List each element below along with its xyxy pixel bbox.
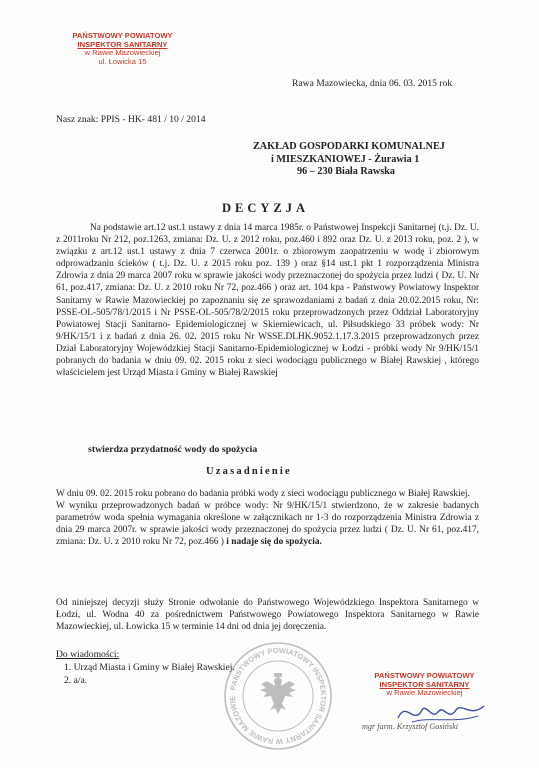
official-seal — [222, 640, 334, 752]
justification-p2 — [56, 500, 479, 548]
distribution-item-2: 2. a/a. — [64, 675, 88, 686]
reference-number: Nasz znak: PPIS - HK- 481 / 10 / 2014 — [56, 114, 206, 125]
addressee-block — [253, 141, 445, 179]
appeal-paragraph — [56, 597, 479, 633]
distribution-label: Do wiadomości: — [56, 649, 120, 660]
header-stamp-line2: INSPEKTOR SANITARNY — [77, 39, 168, 49]
justification-p2-conclusion: i nadaje się do spożycia. — [223, 537, 322, 548]
distribution-block — [56, 648, 235, 687]
basis-text: Na podstawie art.12 ust.1 ustawy z dnia 14 marca 1985r. o Państwowej Inspekcji Sanitarnej (t.j. Dz. U. z 2011roku Nr 212, poz.1263, zmiana: Dz. U. z 2012 roku, poz.460 i 892 oraz Dz. U. z 2013 roku, poz. 2 ), w związku z art.12 ust.1 ustawy z dnia 7 czerwca 2001r. o zbiorowym zaopatrzeniu w wodę i zbiorowym odprowadzaniu ścieków ( t.j. Dz. U. z 2015 roku poz. 139 ) oraz §14 ust.1 pkt 1 rozporządzenia Ministra Zdrowia z dnia 29 marca 2007 roku w sprawie jakości wody przeznaczonej do spożycia przez ludzi ( Dz. U. Nr 61, poz.417, zmiana: Dz. U. z 2010 roku Nr 72, poz.466 ) oraz art. 104 kpa - Państwowy Powiatowy Inspektor Sanitarny w Rawie Mazowieckiej po zapoznaniu się ze sprawozdaniami z badań z dnia 20.02.2015 roku, Nr: PSSE-OL-505/78/1/2015 i Nr PSSE-OL-505/78/2/2015 roku przeprowadzonych przez Oddział Laboratoryjny Powiatowej Stacji Sanitarno- Epidemiologicznej w Skierniewicach, ul. Piłsudskiego 33 próbek wody: Nr 9/HK/15/1 i z badań z dnia 26. 02. 2015 roku Nr WSSE.DLHK.9052.1.17.3.2015 przeprowadzonych przez Dział Laboratoryjny Wojewódzkiej Stacji Sanitarno-Epidemiologicznej w Łodzi - próbki wody Nr 9/HK/15/1 pobranych do badania w dniu 09. 02. 2015 roku z sieci wodociągu publicznego w Białej Rawskiej , którego właścicielem jest Urząd Miasta i Gminy w Białej Rawskiej — [56, 223, 479, 379]
signature-stamp-line1: PAŃSTWOWY POWIATOWY — [374, 671, 475, 680]
basis-paragraph — [56, 222, 479, 379]
addressee-line3: 96 – 230 Biała Rawska — [297, 166, 395, 177]
decision-statement: stwierdza przydatność wody do spożycia — [88, 444, 258, 455]
signature-stamp — [352, 672, 497, 698]
signature-stamp-line3: w Rawie Mazowieckiej — [386, 688, 463, 697]
eagle-emblem-icon — [260, 673, 296, 714]
seal-ring-text: PAŃSTWOWY POWIATOWY INSPEKTOR SANITARNY W RAWIE MAZOWIE — [227, 645, 329, 747]
document-title: DECYZJA — [222, 201, 310, 215]
header-stamp-line4: ul. Łowicka 15 — [98, 56, 147, 66]
appeal-text: Od niniejszej decyzji służy Stronie odwołanie do Państwowego Wojewódzkiego Inspektora Sanitarnego w Łodzi, ul. Wodna 40 za pośrednictwem Państwowego Powiatowego Inspektora Sanitarnego w Rawie Mazowieckiej, ul. Łowicka 15 w terminie 14 dni od dnia jej doręczenia. — [56, 598, 479, 633]
signature-stamp-line2: INSPEKTOR SANITARNY — [379, 679, 470, 689]
addressee-line2: i MIESZKANIOWEJ - Żurawia 1 — [271, 153, 420, 165]
addressee-line1: ZAKŁAD GOSPODARKI KOMUNALNEJ — [253, 141, 445, 152]
distribution-item-1: 1. Urząd Miasta i Gminy w Białej Rawskiej. — [64, 662, 235, 673]
justification-block — [56, 488, 479, 548]
justification-title: Uzasadnienie — [206, 466, 292, 477]
place-date: Rawa Mazowiecka, dnia 06. 03. 2015 rok — [292, 78, 453, 89]
signatory-name: mgr farm. Krzysztof Gosiński — [362, 722, 458, 731]
header-stamp-line1: PAŃSTWOWY POWIATOWY — [72, 31, 173, 40]
justification-p2-text: W wyniku przeprowadzonych badań w próbce wody: Nr 9/HK/15/1 stwierdzono, że w zakresie badanych parametrów woda spełnia wymagania określone w załącznikach nr 1-3 do rozporządzenia Ministra Zdrowia z dnia 29 marca 2007r. w sprawie jakości wody przeznaczonej do spożycia przez ludzi ( Dz. U. Nr 61, poz.417, zmiana: Dz. U. z 2010 roku Nr 72, poz.466 ) — [56, 501, 479, 548]
header-stamp — [55, 32, 190, 66]
header-stamp-line3: w Rawie Mazowieckiej — [84, 48, 161, 57]
justification-p1: W dniu 09. 02. 2015 roku pobrano do badania próbki wody z sieci wodociągu publicznego w Białej Rawskiej. — [56, 489, 470, 499]
